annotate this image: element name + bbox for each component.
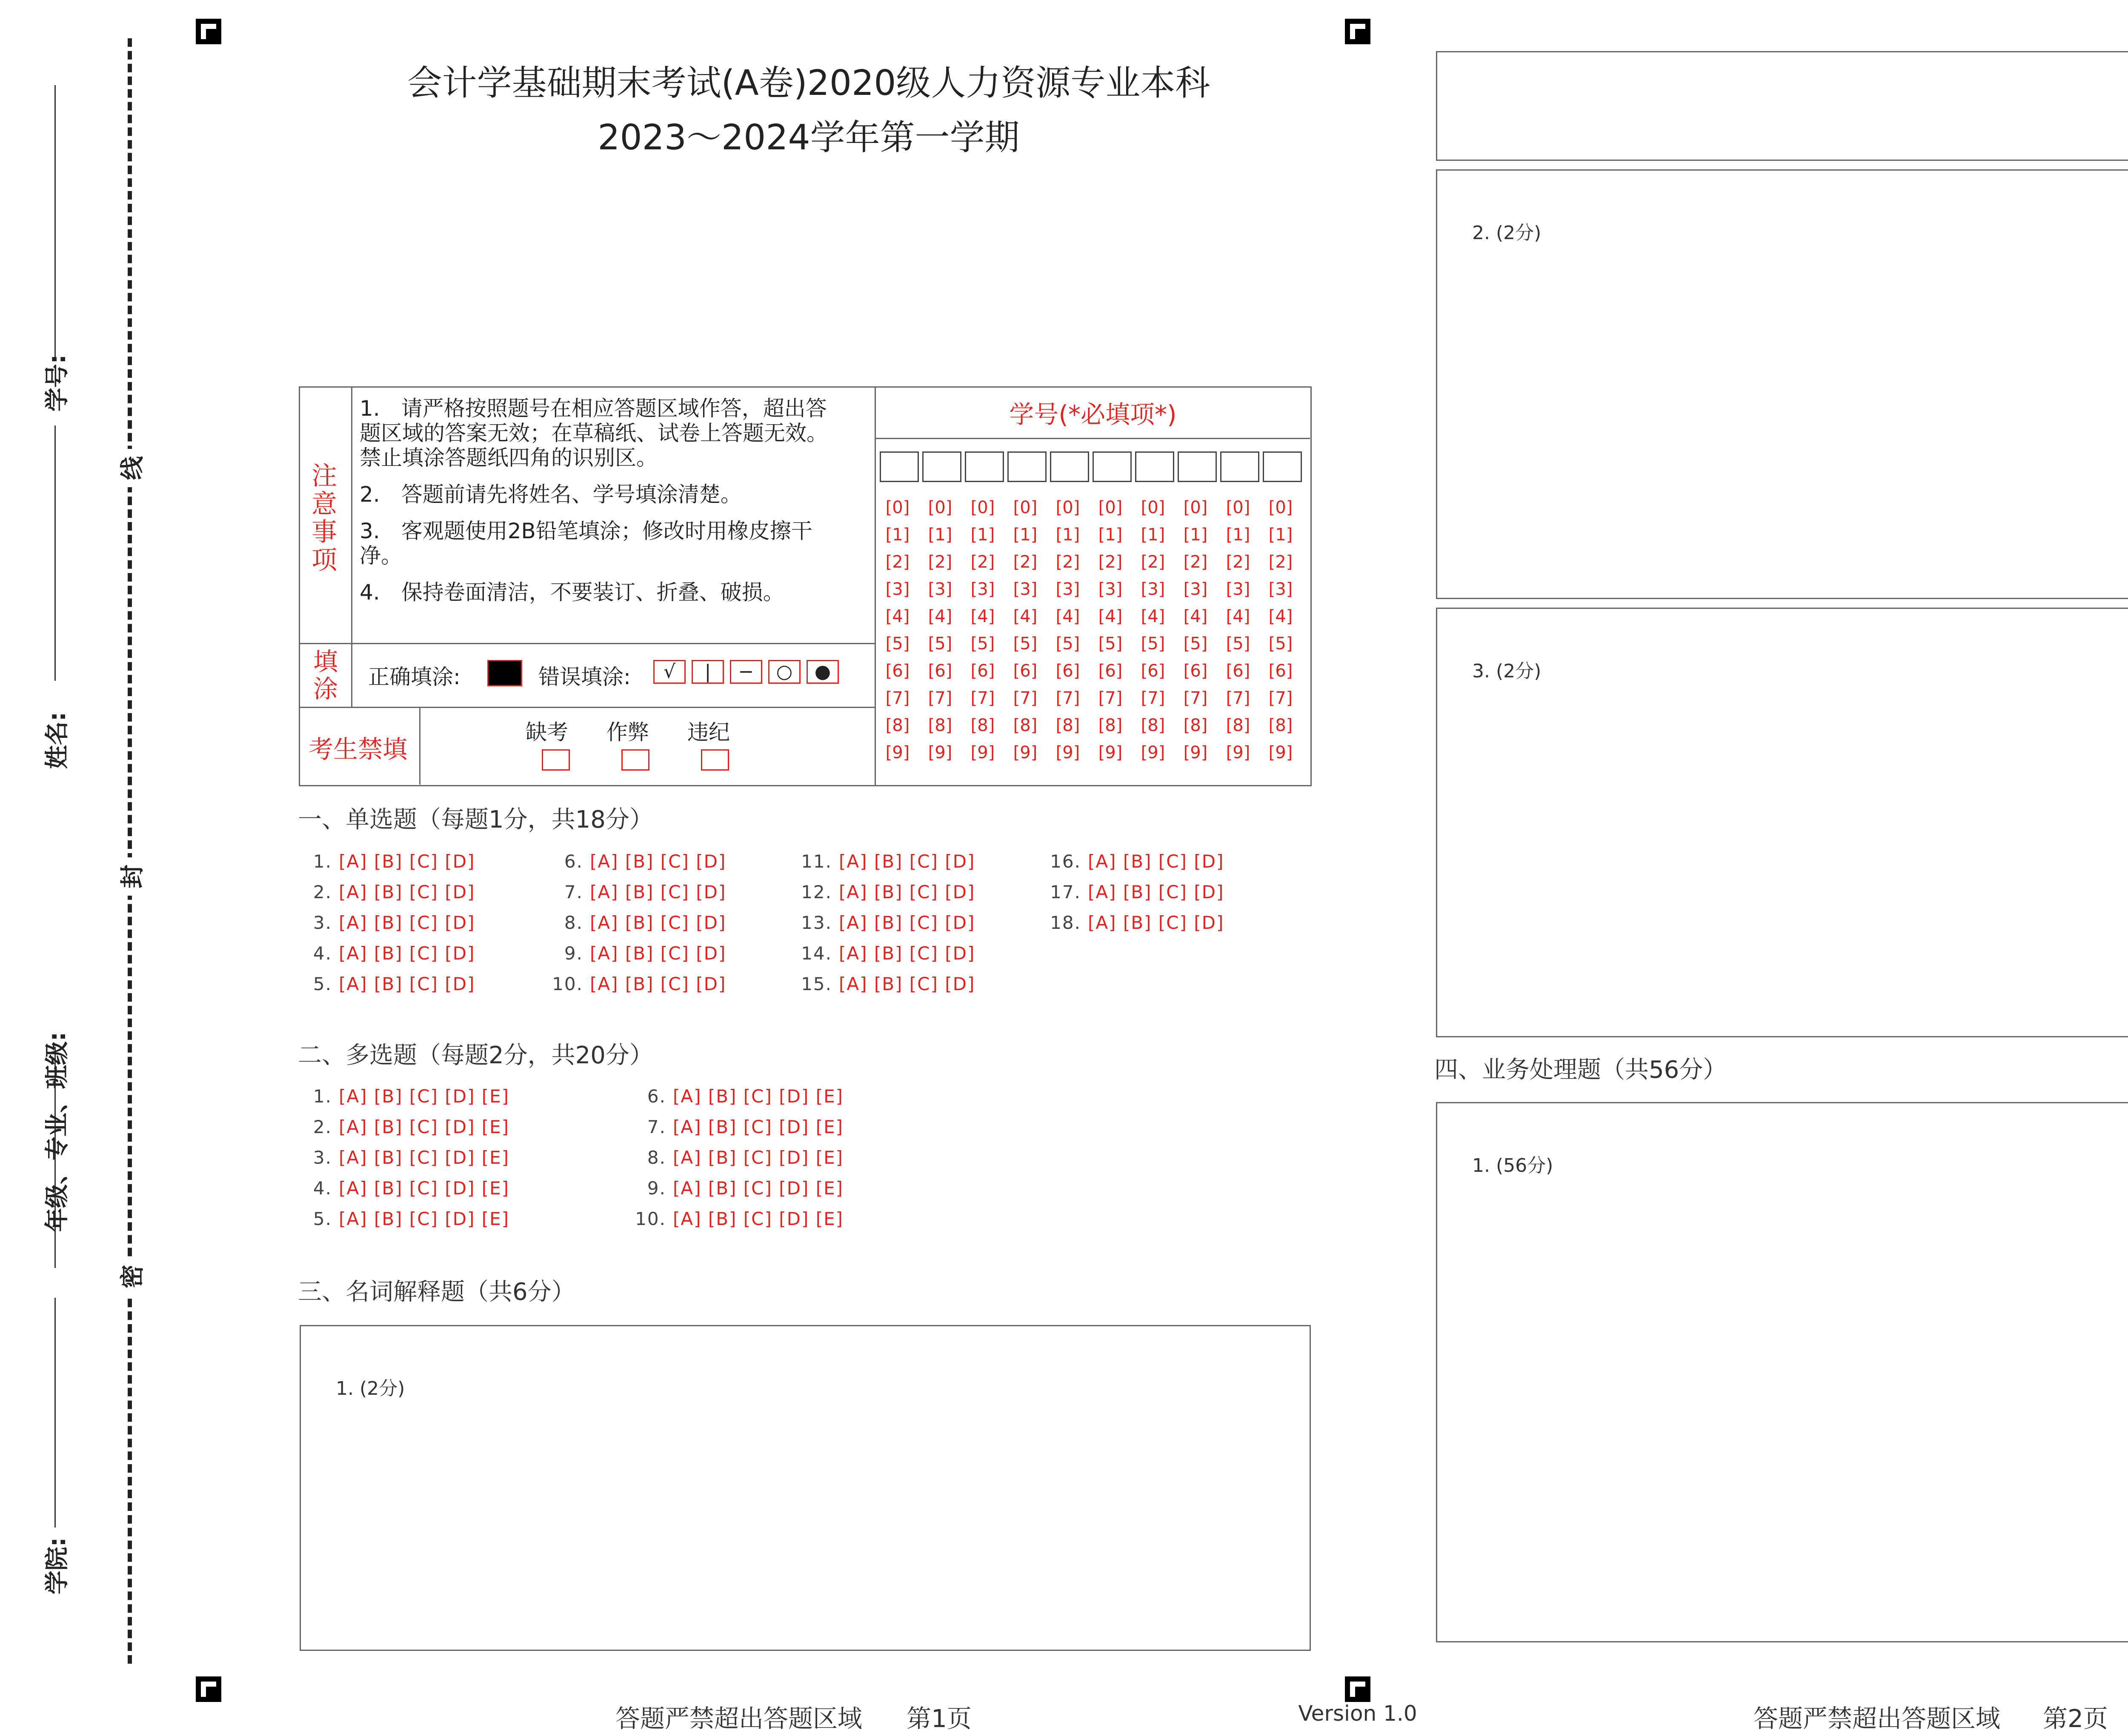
- section3-continuation-box[interactable]: [1436, 51, 2128, 161]
- section3-q2-label: 2. (2分): [1472, 222, 1542, 244]
- question-number: 7.: [564, 882, 583, 902]
- wrong-sample-circle: ○: [768, 660, 801, 684]
- question-number: 9.: [647, 1178, 666, 1199]
- student-id-write-cell[interactable]: [1178, 451, 1217, 482]
- student-id-digit-bubble[interactable]: [2]: [1098, 552, 1123, 572]
- student-id-digit-bubble[interactable]: [7]: [1268, 688, 1293, 708]
- student-id-digit-bubble[interactable]: [3]: [1141, 580, 1165, 599]
- question-number: 10.: [552, 974, 583, 994]
- id-write-line: [54, 85, 56, 357]
- student-id-digit-bubble[interactable]: [1]: [1098, 525, 1123, 545]
- question-number: 13.: [801, 912, 832, 933]
- answer-options[interactable]: [A] [B] [C] [D]: [339, 851, 475, 872]
- student-id-digit-bubble[interactable]: [8]: [1141, 716, 1165, 735]
- fill-heading: 填涂: [313, 647, 338, 703]
- question-number: 9.: [564, 943, 583, 964]
- answer-row[interactable]: [549, 851, 726, 872]
- student-id-digit-bubble[interactable]: [7]: [1141, 688, 1165, 708]
- student-id-digit-bubble[interactable]: [4]: [1098, 607, 1123, 626]
- student-id-digit-bubble[interactable]: [1]: [928, 525, 952, 545]
- answer-options[interactable]: [A] [B] [C] [D]: [839, 912, 975, 933]
- name-write-line: [54, 425, 56, 681]
- answer-row[interactable]: [1047, 851, 1224, 872]
- exam-title: 会计学基础期末考试(A卷)2020级人力资源专业本科: [407, 63, 1210, 103]
- notice-heading: 注意事项: [312, 461, 337, 575]
- answer-options[interactable]: [A] [B] [C] [D] [E]: [339, 1208, 510, 1229]
- student-id-digit-bubble[interactable]: [0]: [885, 498, 910, 517]
- student-id-digit-bubble[interactable]: [0]: [970, 498, 995, 517]
- absent-checkbox[interactable]: [542, 749, 570, 771]
- page1-footer-page-number: 第1页: [907, 1704, 972, 1733]
- student-id-digit-bubble[interactable]: [7]: [928, 688, 952, 708]
- student-id-write-cell[interactable]: [1093, 451, 1132, 482]
- section3-title: 三、名词解释题（共6分）: [298, 1278, 575, 1306]
- answer-row[interactable]: [298, 1147, 509, 1168]
- student-id-digit-bubble[interactable]: [3]: [1226, 580, 1250, 599]
- student-id-digit-bubble[interactable]: [1]: [1055, 525, 1080, 545]
- answer-options[interactable]: [A] [B] [C] [D]: [590, 943, 726, 964]
- question-number: 15.: [801, 974, 832, 994]
- answer-options[interactable]: [A] [B] [C] [D] [E]: [339, 1086, 510, 1107]
- student-id-digit-bubble[interactable]: [2]: [1055, 552, 1080, 572]
- answer-options[interactable]: [A] [B] [C] [D] [E]: [673, 1178, 844, 1199]
- answer-options[interactable]: [A] [B] [C] [D]: [839, 974, 975, 994]
- student-id-write-cell[interactable]: [1135, 451, 1174, 482]
- answer-row[interactable]: [298, 1178, 509, 1199]
- student-id-digit-bubble[interactable]: [3]: [970, 580, 995, 599]
- student-id-digit-bubble[interactable]: [7]: [1183, 688, 1208, 708]
- student-id-digit-bubble[interactable]: [6]: [1268, 661, 1293, 681]
- student-id-heading: 学号(*必填项*): [1009, 400, 1177, 429]
- student-id-bubble-column: [1090, 494, 1131, 766]
- student-id-digit-bubble[interactable]: [8]: [970, 716, 995, 735]
- student-id-write-cell[interactable]: [965, 451, 1004, 482]
- cut-mark-seal: 封: [114, 857, 148, 896]
- student-id-digit-bubble[interactable]: [2]: [1141, 552, 1165, 572]
- section4-q1-label: 1. (56分): [1472, 1155, 1553, 1176]
- question-number: 8.: [647, 1147, 666, 1168]
- student-id-digit-bubble[interactable]: [5]: [928, 634, 952, 654]
- student-id-digit-bubble[interactable]: [4]: [970, 607, 995, 626]
- student-id-digit-bubble[interactable]: [1]: [1141, 525, 1165, 545]
- answer-options[interactable]: [A] [B] [C] [D]: [590, 974, 726, 994]
- cut-mark-line: 线: [114, 449, 148, 487]
- student-id-bubble-column: [1005, 494, 1046, 766]
- divider: [300, 643, 875, 644]
- student-id-digit-bubble[interactable]: [6]: [1183, 661, 1208, 681]
- section4-q1-answer-box[interactable]: [1436, 1102, 2128, 1642]
- student-id-digit-bubble[interactable]: [5]: [1268, 634, 1293, 654]
- student-id-digit-bubble[interactable]: [0]: [1013, 498, 1038, 517]
- section3-q1-answer-box[interactable]: [300, 1325, 1311, 1651]
- student-id-write-cell[interactable]: [1007, 451, 1047, 482]
- answer-options[interactable]: [A] [B] [C] [D] [E]: [339, 1147, 510, 1168]
- student-id-digit-bubble[interactable]: [2]: [928, 552, 952, 572]
- student-id-digit-bubble[interactable]: [7]: [1098, 688, 1123, 708]
- question-number: 1.: [313, 1086, 332, 1107]
- student-id-field-label: 学号:: [43, 354, 71, 412]
- student-id-digit-bubble[interactable]: [2]: [1226, 552, 1250, 572]
- student-id-bubble-column: [962, 494, 1003, 766]
- student-id-digit-bubble[interactable]: [8]: [1183, 716, 1208, 735]
- student-id-digit-bubble[interactable]: [6]: [1098, 661, 1123, 681]
- question-number: 18.: [1050, 912, 1081, 933]
- question-number: 6.: [647, 1086, 666, 1107]
- answer-row[interactable]: [1047, 882, 1224, 902]
- absent-label: 缺考: [526, 720, 568, 745]
- student-id-digit-bubble[interactable]: [5]: [1098, 634, 1123, 654]
- student-id-digit-bubble[interactable]: [1]: [1268, 525, 1293, 545]
- student-id-bubble-column: [877, 494, 918, 766]
- notice-item-4: 4. 保持卷面清洁，不要装订、折叠、破损。: [360, 580, 784, 605]
- student-id-digit-bubble[interactable]: [9]: [1055, 743, 1080, 762]
- answer-options[interactable]: [A] [B] [C] [D]: [339, 943, 475, 964]
- student-id-digit-bubble[interactable]: [6]: [1055, 661, 1080, 681]
- student-id-digit-bubble[interactable]: [4]: [885, 607, 910, 626]
- student-id-digit-bubble[interactable]: [7]: [1055, 688, 1080, 708]
- notice-item-2: 2. 答题前请先将姓名、学号填涂清楚。: [360, 482, 742, 507]
- page2-footer-page-number: 第2页: [2043, 1704, 2108, 1733]
- divider: [875, 388, 876, 785]
- wrong-fill-label: 错误填涂:: [538, 665, 631, 689]
- notice-item-1: 1. 请严格按照题号在相应答题区域作答，超出答题区域的答案无效；在草稿纸、试卷上答题无效。禁止填涂答题纸四角的识别区。: [360, 396, 828, 470]
- answer-options[interactable]: [A] [B] [C] [D] [E]: [673, 1208, 844, 1229]
- student-id-digit-bubble[interactable]: [0]: [1141, 498, 1165, 517]
- student-id-write-cell[interactable]: [1050, 451, 1089, 482]
- student-id-bubble-column: [1260, 494, 1301, 766]
- student-id-digit-bubble[interactable]: [6]: [970, 661, 995, 681]
- student-id-digit-bubble[interactable]: [5]: [1183, 634, 1208, 654]
- answer-row[interactable]: [798, 851, 975, 872]
- wrong-sample-dash: −: [730, 660, 762, 684]
- student-id-digit-bubble[interactable]: [6]: [928, 661, 952, 681]
- question-number: 8.: [564, 912, 583, 933]
- answer-options[interactable]: [A] [B] [C] [D] [E]: [673, 1116, 844, 1137]
- answer-row[interactable]: [298, 851, 475, 872]
- notice-item-3: 3. 客观题使用2B铅笔填涂；修改时用橡皮擦干净。: [360, 519, 812, 568]
- student-id-digit-bubble[interactable]: [0]: [1055, 498, 1080, 517]
- question-number: 12.: [801, 882, 832, 902]
- student-id-digit-bubble[interactable]: [5]: [1226, 634, 1250, 654]
- question-number: 4.: [313, 1178, 332, 1199]
- question-number: 5.: [313, 974, 332, 994]
- student-id-digit-bubble[interactable]: [7]: [1013, 688, 1038, 708]
- question-number: 10.: [635, 1208, 666, 1229]
- violation-checkbox[interactable]: [701, 749, 729, 771]
- student-id-digit-bubble[interactable]: [7]: [970, 688, 995, 708]
- question-number: 1.: [313, 851, 332, 872]
- student-id-digit-bubble[interactable]: [8]: [1268, 716, 1293, 735]
- student-id-digit-bubble[interactable]: [3]: [1013, 580, 1038, 599]
- forbidden-heading-cell: [300, 708, 420, 785]
- class-field-label: 年级、专业、班级:: [43, 1031, 71, 1232]
- exam-subtitle: 2023～2024学年第一学期: [598, 117, 1020, 158]
- student-id-digit-bubble[interactable]: [1]: [970, 525, 995, 545]
- student-id-bubble-column: [1133, 494, 1173, 766]
- answer-row[interactable]: [632, 1116, 844, 1137]
- student-id-digit-bubble[interactable]: [1]: [885, 525, 910, 545]
- student-id-write-cell[interactable]: [922, 451, 961, 482]
- question-number: 7.: [647, 1116, 666, 1137]
- student-id-digit-bubble[interactable]: [5]: [1055, 634, 1080, 654]
- correct-fill-label: 正确填涂:: [368, 665, 460, 689]
- student-id-digit-bubble[interactable]: [7]: [885, 688, 910, 708]
- answer-options[interactable]: [A] [B] [C] [D] [E]: [339, 1178, 510, 1199]
- student-id-digit-bubble[interactable]: [9]: [928, 743, 952, 762]
- section3-q1-label: 1. (2分): [336, 1378, 405, 1399]
- info-block: [299, 386, 1312, 786]
- student-id-digit-bubble[interactable]: [7]: [1226, 688, 1250, 708]
- question-number: 14.: [801, 943, 832, 964]
- student-id-digit-bubble[interactable]: [2]: [1183, 552, 1208, 572]
- fill-heading-cell: [300, 643, 352, 707]
- student-id-digit-bubble[interactable]: [0]: [1268, 498, 1293, 517]
- correct-fill-sample: [487, 660, 522, 686]
- answer-row[interactable]: [298, 912, 475, 933]
- notice-list: [360, 396, 841, 605]
- student-id-write-cell[interactable]: [1220, 451, 1259, 482]
- answer-options[interactable]: [A] [B] [C] [D]: [1088, 882, 1224, 902]
- answer-row[interactable]: [298, 943, 475, 964]
- cheat-checkbox[interactable]: [621, 749, 649, 771]
- binding-dashed-line: [128, 38, 132, 1664]
- answer-options[interactable]: [A] [B] [C] [D] [E]: [339, 1116, 510, 1137]
- student-id-digit-bubble[interactable]: [2]: [1268, 552, 1293, 572]
- student-id-bubble-column: [1047, 494, 1088, 766]
- student-id-digit-bubble[interactable]: [3]: [1098, 580, 1123, 599]
- student-id-bubble-column: [1175, 494, 1216, 766]
- student-id-digit-bubble[interactable]: [9]: [885, 743, 910, 762]
- answer-options[interactable]: [A] [B] [C] [D]: [590, 851, 726, 872]
- name-field-label: 姓名:: [43, 711, 71, 769]
- answer-options[interactable]: [A] [B] [C] [D]: [339, 912, 475, 933]
- student-id-digit-bubble[interactable]: [3]: [1268, 580, 1293, 599]
- wrong-fill-samples: [653, 660, 839, 684]
- student-id-digit-bubble[interactable]: [5]: [1013, 634, 1038, 654]
- question-number: 4.: [313, 943, 332, 964]
- answer-row[interactable]: [298, 1086, 509, 1107]
- corner-marker-bottom-left: [196, 1676, 221, 1702]
- question-number: 6.: [564, 851, 583, 872]
- student-id-digit-bubble[interactable]: [4]: [1013, 607, 1038, 626]
- answer-options[interactable]: [A] [B] [C] [D]: [590, 912, 726, 933]
- question-number: 11.: [801, 851, 832, 872]
- student-id-digit-bubble[interactable]: [9]: [1098, 743, 1123, 762]
- page2-footer-warning: 答题严禁超出答题区域: [1753, 1704, 2001, 1733]
- question-number: 5.: [313, 1208, 332, 1229]
- student-id-digit-bubble[interactable]: [1]: [1013, 525, 1038, 545]
- question-number: 16.: [1050, 851, 1081, 872]
- student-id-digit-bubble[interactable]: [5]: [1141, 634, 1165, 654]
- college-field-label: 学院:: [43, 1537, 71, 1595]
- student-id-digit-bubble[interactable]: [1]: [1226, 525, 1250, 545]
- answer-row[interactable]: [798, 912, 975, 933]
- student-id-digit-bubble[interactable]: [1]: [1183, 525, 1208, 545]
- student-id-digit-bubble[interactable]: [6]: [1013, 661, 1038, 681]
- student-id-digit-bubble[interactable]: [4]: [1268, 607, 1293, 626]
- corner-marker-bottom-center: [1345, 1676, 1370, 1702]
- section3-q3-label: 3. (2分): [1472, 660, 1542, 682]
- student-id-digit-bubble[interactable]: [4]: [1055, 607, 1080, 626]
- wrong-sample-check: √: [653, 660, 686, 684]
- answer-row[interactable]: [798, 943, 975, 964]
- student-id-digit-bubble[interactable]: [8]: [1055, 716, 1080, 735]
- answer-options[interactable]: [A] [B] [C] [D]: [339, 974, 475, 994]
- student-id-digit-bubble[interactable]: [3]: [885, 580, 910, 599]
- page1-footer-warning: 答题严禁超出答题区域: [615, 1704, 863, 1733]
- student-id-digit-bubble[interactable]: [8]: [1226, 716, 1250, 735]
- student-id-write-cells: [880, 451, 1310, 485]
- student-id-bubble-column: [920, 494, 961, 766]
- section1-title: 一、单选题（每题1分，共18分）: [298, 806, 653, 834]
- answer-options[interactable]: [A] [B] [C] [D]: [590, 882, 726, 902]
- student-id-digit-bubble[interactable]: [9]: [1183, 743, 1208, 762]
- student-id-digit-bubble[interactable]: [0]: [1183, 498, 1208, 517]
- answer-row[interactable]: [549, 882, 726, 902]
- student-id-digit-bubble[interactable]: [2]: [970, 552, 995, 572]
- corner-marker-top-left: [196, 19, 221, 44]
- cheat-label: 作弊: [606, 720, 649, 745]
- student-id-digit-bubble[interactable]: [3]: [1055, 580, 1080, 599]
- answer-options[interactable]: [A] [B] [C] [D] [E]: [673, 1086, 844, 1107]
- answer-row[interactable]: [1047, 912, 1224, 933]
- student-id-digit-bubble[interactable]: [0]: [1098, 498, 1123, 517]
- answer-row[interactable]: [298, 974, 475, 994]
- question-number: 3.: [313, 1147, 332, 1168]
- student-id-digit-bubble[interactable]: [8]: [885, 716, 910, 735]
- answer-row[interactable]: [298, 1208, 509, 1229]
- student-id-digit-bubble[interactable]: [6]: [1226, 661, 1250, 681]
- student-id-digit-bubble[interactable]: [3]: [1183, 580, 1208, 599]
- answer-row[interactable]: [632, 1178, 844, 1199]
- answer-options[interactable]: [A] [B] [C] [D]: [1088, 912, 1224, 933]
- section4-title: 四、业务处理题（共56分）: [1434, 1056, 1727, 1084]
- student-id-digit-bubble[interactable]: [8]: [1013, 716, 1038, 735]
- section3-q2-answer-box[interactable]: [1436, 169, 2128, 599]
- student-id-digit-bubble[interactable]: [9]: [970, 743, 995, 762]
- question-number: 2.: [313, 1116, 332, 1137]
- answer-row[interactable]: [798, 974, 975, 994]
- answer-options[interactable]: [A] [B] [C] [D]: [839, 882, 975, 902]
- student-id-write-cell[interactable]: [880, 451, 919, 482]
- wrong-sample-dot: ●: [807, 660, 839, 684]
- answer-row[interactable]: [298, 1116, 509, 1137]
- student-id-digit-bubble[interactable]: [4]: [1226, 607, 1250, 626]
- question-number: 2.: [313, 882, 332, 902]
- student-id-digit-bubble[interactable]: [4]: [928, 607, 952, 626]
- forbidden-heading: 考生禁填: [309, 735, 408, 764]
- student-id-write-cell[interactable]: [1263, 451, 1302, 482]
- student-id-digit-bubble[interactable]: [9]: [1226, 743, 1250, 762]
- section3-q3-answer-box[interactable]: [1436, 608, 2128, 1037]
- answer-options[interactable]: [A] [B] [C] [D] [E]: [673, 1147, 844, 1168]
- question-number: 17.: [1050, 882, 1081, 902]
- corner-marker-top-center: [1345, 19, 1370, 44]
- notice-heading-cell: [300, 388, 352, 643]
- college-write-line: [54, 1298, 56, 1528]
- answer-row[interactable]: [549, 974, 726, 994]
- student-id-digit-bubble[interactable]: [9]: [1013, 743, 1038, 762]
- student-id-digit-bubble[interactable]: [3]: [928, 580, 952, 599]
- answer-row[interactable]: [549, 943, 726, 964]
- student-id-digit-bubble[interactable]: [4]: [1183, 607, 1208, 626]
- student-id-digit-bubble[interactable]: [5]: [885, 634, 910, 654]
- answer-row[interactable]: [632, 1086, 844, 1107]
- student-id-bubble-column: [1218, 494, 1258, 766]
- answer-options[interactable]: [A] [B] [C] [D]: [839, 851, 975, 872]
- answer-options[interactable]: [A] [B] [C] [D]: [839, 943, 975, 964]
- answer-row[interactable]: [549, 912, 726, 933]
- divider: [876, 438, 1310, 439]
- student-id-digit-bubble[interactable]: [9]: [1141, 743, 1165, 762]
- student-id-digit-bubble[interactable]: [6]: [885, 661, 910, 681]
- cut-mark-secret: 密: [114, 1257, 148, 1296]
- section2-title: 二、多选题（每题2分，共20分）: [298, 1042, 653, 1069]
- student-id-digit-bubble[interactable]: [0]: [928, 498, 952, 517]
- violation-label: 违纪: [687, 720, 730, 745]
- student-id-digit-bubble[interactable]: [9]: [1268, 743, 1293, 762]
- question-number: 3.: [313, 912, 332, 933]
- student-id-digit-bubble[interactable]: [2]: [1013, 552, 1038, 572]
- student-id-bubbles: [877, 494, 1307, 775]
- student-id-digit-bubble[interactable]: [8]: [928, 716, 952, 735]
- answer-options[interactable]: [A] [B] [C] [D]: [1088, 851, 1224, 872]
- student-id-digit-bubble[interactable]: [8]: [1098, 716, 1123, 735]
- answer-row[interactable]: [632, 1147, 844, 1168]
- student-id-digit-bubble[interactable]: [5]: [970, 634, 995, 654]
- student-id-digit-bubble[interactable]: [2]: [885, 552, 910, 572]
- version-label: Version 1.0: [1298, 1701, 1417, 1726]
- student-id-digit-bubble[interactable]: [6]: [1141, 661, 1165, 681]
- wrong-sample-bar: |: [692, 660, 724, 684]
- answer-row[interactable]: [298, 882, 475, 902]
- answer-options[interactable]: [A] [B] [C] [D]: [339, 882, 475, 902]
- answer-row[interactable]: [632, 1208, 844, 1229]
- student-id-digit-bubble[interactable]: [0]: [1226, 498, 1250, 517]
- answer-row[interactable]: [798, 882, 975, 902]
- student-id-digit-bubble[interactable]: [4]: [1141, 607, 1165, 626]
